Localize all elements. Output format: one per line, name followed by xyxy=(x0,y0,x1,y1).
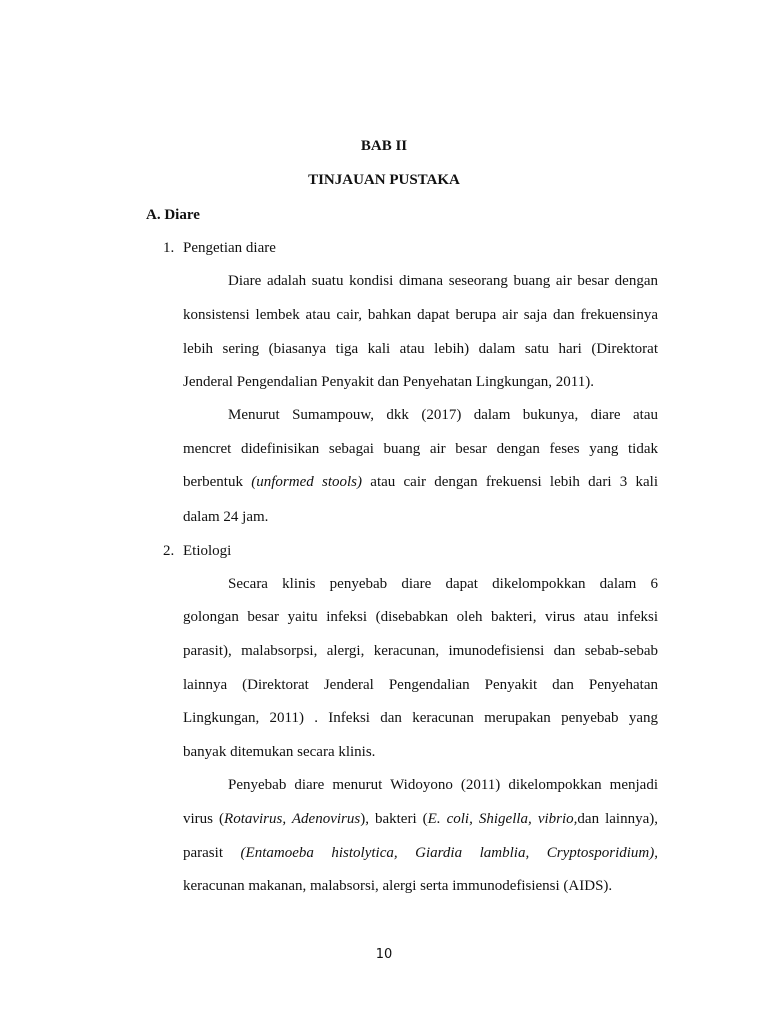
item1-label: Pengetian diare xyxy=(183,240,276,256)
item2-p1-line3: parasit), malabsorpsi, alergi, keracunan, imunodefisiensi dan sebab-sebab xyxy=(183,643,658,659)
item2-p2-line2-b: ), bakteri ( xyxy=(360,811,428,827)
item2-label: Etiologi xyxy=(183,543,232,559)
item2-p1-line4: lainnya (Direktorat Jenderal Pengendalian Penyakit dan Penyehatan xyxy=(183,677,658,693)
item2-p2-line2-a: virus ( xyxy=(183,811,225,827)
item1-p2-line3 xyxy=(183,473,658,491)
item2-p2-line3-b: , xyxy=(654,845,659,861)
item2-p2-line2-italic1: Rotavirus, Adenovirus xyxy=(224,811,361,827)
item2-number: 2. xyxy=(163,543,175,559)
item2-p2-line3-a: parasit xyxy=(183,845,223,861)
item2-p1-line1: Secara klinis penyebab diare dapat dikelompokkan dalam 6 xyxy=(228,576,658,592)
item2-p2-line1: Penyebab diare menurut Widoyono (2011) dikelompokkan menjadi xyxy=(228,777,658,793)
item1-p2-line1: Menurut Sumampouw, dkk (2017) dalam bukunya, diare atau xyxy=(228,407,658,423)
chapter-label: BAB II xyxy=(360,138,408,154)
section-heading-a: A. Diare xyxy=(146,207,200,223)
item1-p2-line3-b: atau cair dengan frekuensi lebih dari 3 kali xyxy=(370,474,659,490)
item2-p2-line2-italic2: E. coli, Shigella, vibrio, xyxy=(427,811,578,827)
item2-p2-line3 xyxy=(183,844,658,862)
item2-p2-line2 xyxy=(183,810,658,828)
item2-p2-line4: keracunan makanan, malabsorsi, alergi serta immunodefisiensi (AIDS). xyxy=(183,878,613,894)
item2-p1-line6: banyak ditemukan secara klinis. xyxy=(183,744,376,760)
chapter-title: TINJAUAN PUSTAKA xyxy=(308,172,460,188)
item1-number: 1. xyxy=(163,240,175,256)
item1-p1-line2: konsistensi lembek atau cair, bahkan dapat berupa air saja dan frekuensinya xyxy=(183,307,658,323)
page-number: 10 xyxy=(375,947,393,962)
item1-p2-line4: dalam 24 jam. xyxy=(183,509,269,525)
item2-p1-line2: golongan besar yaitu infeksi (disebabkan oleh bakteri, virus atau infeksi xyxy=(183,609,658,625)
item2-p2-line3-italic: (Entamoeba histolytica, Giardia lamblia, Cryptosporidium) xyxy=(240,845,655,861)
item1-p2-line3-italic: (unformed stools) xyxy=(251,474,363,490)
item1-p2-line3-a: berbentuk xyxy=(183,474,243,490)
item2-p2-line2-c: dan lainnya), xyxy=(577,811,658,827)
item2-p1-line5: Lingkungan, 2011) . Infeksi dan keracunan merupakan penyebab yang xyxy=(183,710,658,726)
item1-p1-line4: Jenderal Pengendalian Penyakit dan Penyehatan Lingkungan, 2011). xyxy=(183,374,594,390)
item1-p1-line1: Diare adalah suatu kondisi dimana seseorang buang air besar dengan xyxy=(228,273,658,289)
item1-p1-line3: lebih sering (biasanya tiga kali atau lebih) dalam satu hari (Direktorat xyxy=(183,341,658,357)
item1-p2-line2: mencret didefinisikan sebagai buang air besar dengan feses yang tidak xyxy=(183,441,658,457)
